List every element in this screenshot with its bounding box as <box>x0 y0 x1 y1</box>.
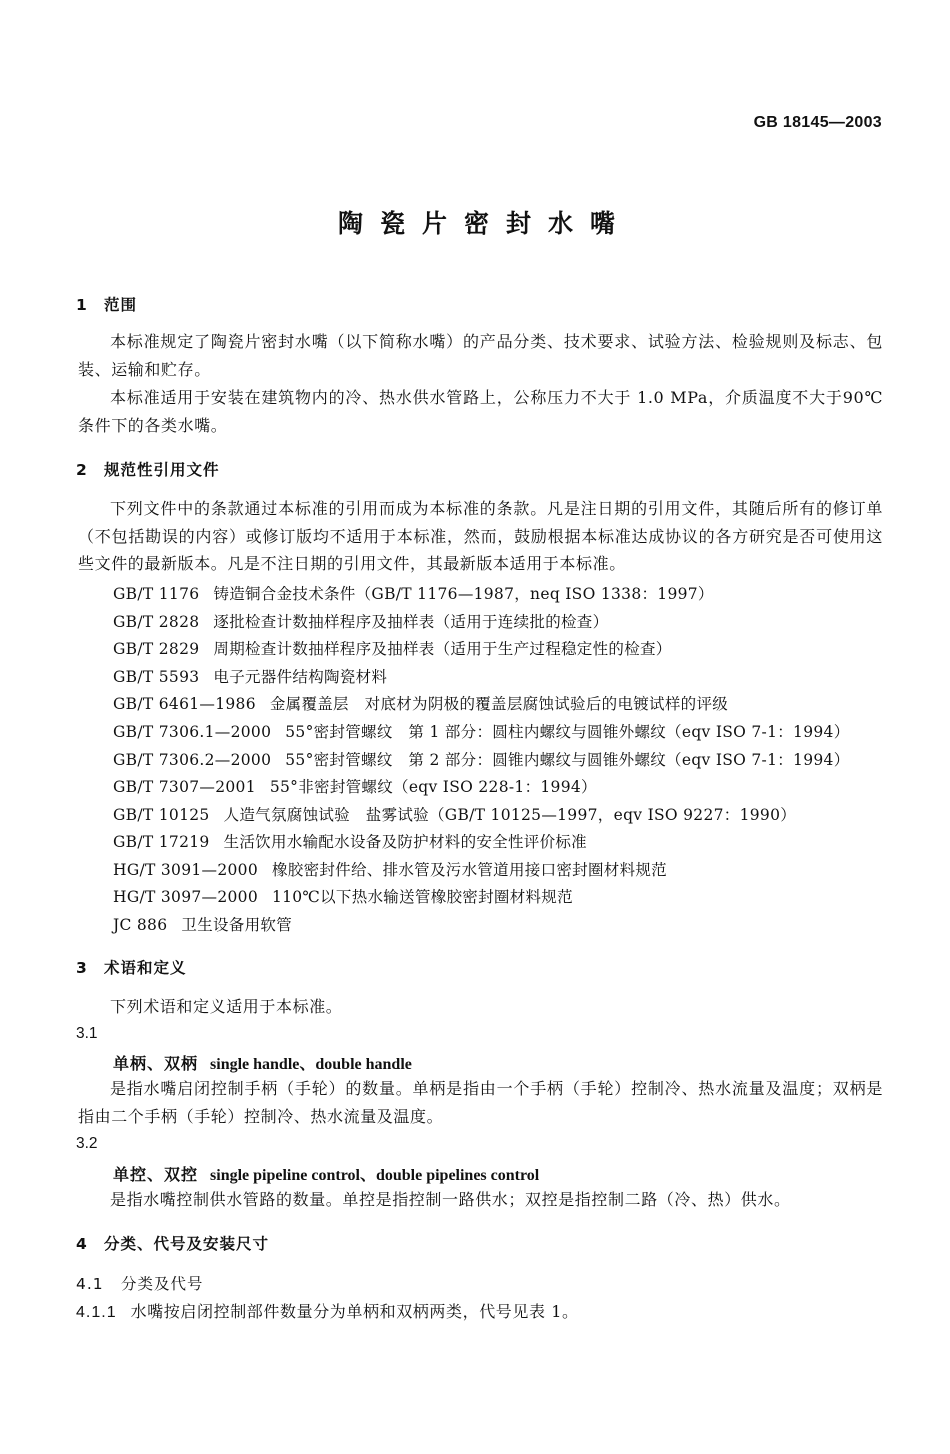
reference-title: 电子元器件结构陶瓷材料 <box>213 668 388 686</box>
reference-title: 橡胶密封件给、排水管及污水管道用接口密封圈材料规范 <box>271 861 667 879</box>
section-number: 2 <box>76 461 88 479</box>
reference-item <box>113 830 587 852</box>
reference-item <box>113 692 728 714</box>
term-en: single handle、double handle <box>210 1056 412 1073</box>
section-2-heading <box>76 458 220 480</box>
reference-item <box>113 610 608 632</box>
reference-code: GB/T 7306.2—2000 <box>113 751 272 769</box>
reference-title: 铸造铜合金技术条件（GB/T 1176—1987，neq ISO 1338：1997） <box>213 585 714 603</box>
section-number: 4 <box>76 1235 88 1253</box>
reference-code: GB/T 2829 <box>113 640 200 658</box>
clause-number: 4.1.1 <box>76 1304 117 1321</box>
reference-title: 人造气氛腐蚀试验 盐雾试验（GB/T 10125—1997，eqv ISO 9227：1990） <box>223 806 797 824</box>
reference-item <box>113 803 796 825</box>
section-title: 术语和定义 <box>104 959 187 977</box>
reference-code: GB/T 1176 <box>113 585 200 603</box>
reference-title: 55°密封管螺纹 第 2 部分：圆锥内螺纹与圆锥外螺纹（eqv ISO 7-1：1994） <box>285 751 850 769</box>
reference-item <box>113 582 714 604</box>
reference-code: HG/T 3091—2000 <box>113 861 258 879</box>
reference-item <box>113 720 850 742</box>
section-number: 3 <box>76 959 88 977</box>
reference-item <box>113 913 292 935</box>
reference-code: GB/T 5593 <box>113 668 200 686</box>
reference-title: 55°密封管螺纹 第 1 部分：圆柱内螺纹与圆锥外螺纹（eqv ISO 7-1：1994） <box>285 723 850 741</box>
reference-title: 周期检查计数抽样程序及抽样表（适用于生产过程稳定性的检查） <box>213 640 672 658</box>
reference-item <box>113 775 597 797</box>
reference-code: GB/T 6461—1986 <box>113 695 256 713</box>
reference-title: 110℃以下热水输送管橡胶密封圈材料规范 <box>271 888 573 906</box>
term-heading <box>113 1051 412 1074</box>
section-number: 1 <box>76 296 88 314</box>
term-cn: 单控、双控 <box>113 1165 199 1184</box>
section-1-heading <box>76 293 137 315</box>
reference-title: 金属覆盖层 对底材为阴极的覆盖层腐蚀试验后的电镀试样的评级 <box>269 695 729 713</box>
standard-number: GB 18145—2003 <box>753 114 882 131</box>
term-definition: 是指水嘴控制供水管路的数量。单控是指控制一路供水；双控是指控制二路（冷、热）供水。 <box>110 1190 791 1209</box>
subsection-number: 4.1 <box>76 1275 104 1293</box>
terms-intro: 下列术语和定义适用于本标准。 <box>110 997 343 1016</box>
reference-title: 生活饮用水输配水设备及防护材料的安全性评价标准 <box>223 833 587 851</box>
term-cn: 单柄、双柄 <box>113 1054 199 1073</box>
subsection-title: 分类及代号 <box>121 1275 204 1293</box>
section-3-heading <box>76 956 187 978</box>
clause-4-1-1 <box>76 1299 579 1322</box>
reference-item <box>113 665 387 687</box>
reference-code: GB/T 17219 <box>113 833 210 851</box>
reference-code: JC 886 <box>113 916 168 934</box>
reference-code: HG/T 3097—2000 <box>113 888 258 906</box>
section-title: 规范性引用文件 <box>104 461 220 479</box>
document-title: 陶瓷片密封水嘴 <box>337 209 632 238</box>
reference-item <box>113 885 573 907</box>
scope-paragraph-2: 本标准适用于安装在建筑物内的冷、热水供水管路上，公称压力不大于 1.0 MPa，介质温度不大于90℃条件下的各类水嘴。 <box>78 388 883 435</box>
reference-title: 卫生设备用软管 <box>181 916 292 934</box>
term-heading <box>113 1162 539 1185</box>
reference-code: GB/T 2828 <box>113 613 200 631</box>
reference-item <box>113 637 672 659</box>
term-en: single pipeline control、double pipelines control <box>210 1167 540 1184</box>
term-number: 3.1 <box>76 1025 98 1042</box>
clause-text: 水嘴按启闭控制部件数量分为单柄和双柄两类，代号见表 1。 <box>130 1302 579 1321</box>
reference-title: 55°非密封管螺纹（eqv ISO 228-1：1994） <box>269 778 597 796</box>
term-number: 3.2 <box>76 1135 98 1152</box>
section-4-heading <box>76 1232 269 1254</box>
subsection-4-1-heading <box>76 1272 204 1294</box>
references-intro: 下列文件中的条款通过本标准的引用而成为本标准的条款。凡是注日期的引用文件，其随后所有的修订单（不包括勘误的内容）或修订版均不适用于本标准，然而，鼓励根据本标准达成协议的各方研究是否可使用这些文件的最新版本。凡是不注日期的引用文件，其最新版本适用于本标准。 <box>78 499 883 573</box>
reference-title: 逐批检查计数抽样程序及抽样表（适用于连续批的检查） <box>213 613 609 631</box>
reference-code: GB/T 7306.1—2000 <box>113 723 272 741</box>
reference-code: GB/T 10125 <box>113 806 210 824</box>
term-definition: 是指水嘴启闭控制手柄（手轮）的数量。单柄是指由一个手柄（手轮）控制冷、热水流量及温度；双柄是指由二个手柄（手轮）控制冷、热水流量及温度。 <box>78 1079 883 1126</box>
reference-item <box>113 858 667 880</box>
scope-paragraph-1: 本标准规定了陶瓷片密封水嘴（以下简称水嘴）的产品分类、技术要求、试验方法、检验规则及标志、包装、运输和贮存。 <box>78 332 883 379</box>
section-title: 分类、代号及安装尺寸 <box>104 1235 270 1253</box>
reference-item <box>113 748 850 770</box>
section-title: 范围 <box>104 296 138 314</box>
reference-code: GB/T 7307—2001 <box>113 778 256 796</box>
